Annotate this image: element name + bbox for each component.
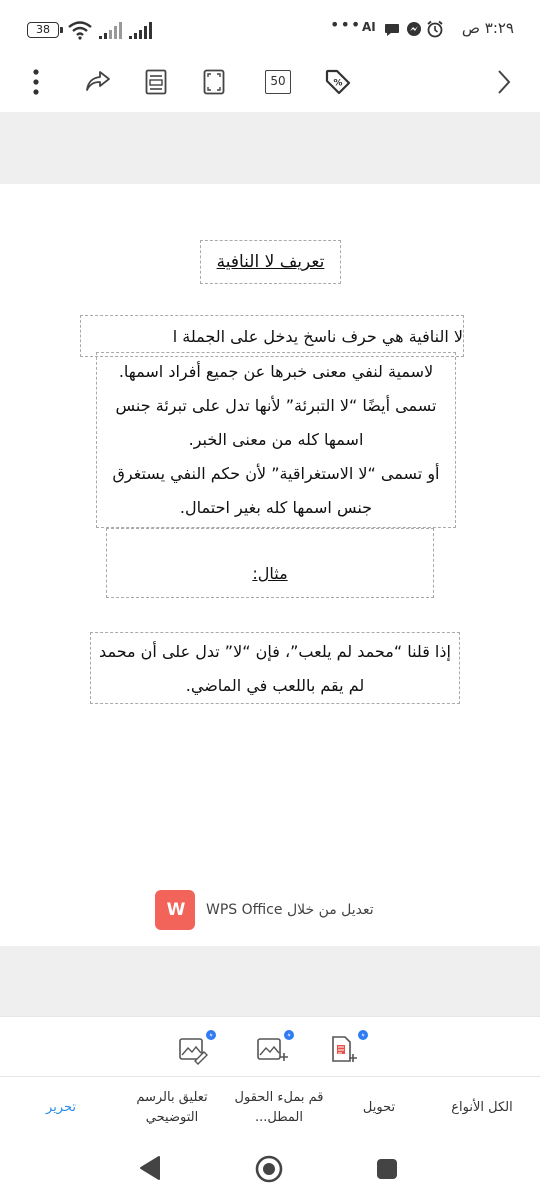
tab-fill-fields[interactable]: قم بملء الحقول المطل... bbox=[234, 1090, 324, 1125]
svg-text:%: % bbox=[333, 78, 343, 89]
ai-image-add-icon bbox=[254, 1027, 294, 1067]
paragraph-1-2[interactable] bbox=[96, 352, 456, 528]
share-icon bbox=[84, 69, 112, 95]
more-vertical-icon bbox=[32, 68, 40, 96]
ai-actions-bar bbox=[0, 1016, 540, 1076]
paragraph-1-first-line[interactable]: لا النافية هي حرف ناسخ يدخل على الجملة ا bbox=[80, 315, 464, 357]
share-button[interactable] bbox=[78, 62, 118, 102]
example-label-box[interactable] bbox=[106, 528, 434, 598]
wifi-icon bbox=[67, 20, 93, 40]
paragraph-2: تسمى أيضًا “لا التبرئة” لأنها تدل على تبرئة جنس اسمها كله من معنى الخبر. bbox=[115, 396, 437, 449]
nav-back-button[interactable] bbox=[138, 1154, 162, 1182]
bottom-tabs bbox=[0, 1076, 540, 1138]
signal-icon-2 bbox=[129, 21, 155, 39]
chat-bubble-icon bbox=[384, 21, 400, 37]
battery-icon bbox=[27, 22, 59, 38]
tab-edit[interactable]: تحرير bbox=[46, 1100, 76, 1115]
notification-icons bbox=[326, 15, 446, 41]
more-notifications-icon: ••• bbox=[330, 15, 362, 34]
back-chevron-icon bbox=[496, 69, 512, 95]
wps-watermark-text[interactable]: تعديل من خلال WPS Office bbox=[206, 902, 374, 918]
ai-image-edit-button[interactable] bbox=[176, 1033, 208, 1065]
document-bottom-margin bbox=[0, 946, 540, 1016]
paragraph-3: أو تسمى “لا الاستغراقية” لأن حكم النفي يستغرق جنس اسمها كله بغير احتمال. bbox=[112, 464, 440, 517]
zoom-level: 50 bbox=[265, 70, 291, 94]
messenger-icon bbox=[406, 21, 422, 37]
example-paragraph[interactable]: إذا قلنا “محمد لم يلعب”، فإن “لا” تدل على أن محمد لم يقم باللعب في الماضي. bbox=[90, 632, 460, 704]
status-bar bbox=[0, 0, 540, 60]
fullscreen-icon bbox=[203, 69, 225, 95]
nav-home-button[interactable] bbox=[254, 1154, 284, 1184]
signal-icon-1 bbox=[99, 21, 125, 39]
paragraph-1-rest: لاسمية لنفي معنى خبرها عن جميع أفراد اسمها. bbox=[118, 362, 434, 381]
example-label: مثال: bbox=[252, 564, 288, 583]
ai-icon: AI bbox=[362, 20, 376, 34]
nav-recents-button[interactable] bbox=[376, 1158, 398, 1180]
ai-image-add-button[interactable] bbox=[254, 1033, 286, 1065]
ai-document-icon bbox=[328, 1027, 368, 1067]
document-title-text: تعريف لا النافية bbox=[216, 252, 325, 272]
document-toolbar bbox=[0, 60, 540, 112]
ai-image-edit-icon bbox=[176, 1027, 216, 1067]
document-title[interactable] bbox=[200, 240, 341, 284]
tab-convert[interactable]: تحويل bbox=[362, 1100, 396, 1115]
wps-logo-letter: W bbox=[166, 900, 184, 920]
wps-logo bbox=[155, 890, 195, 930]
zoom-level-button[interactable] bbox=[258, 62, 298, 102]
more-options-button[interactable] bbox=[16, 62, 56, 102]
ai-document-button[interactable] bbox=[328, 1033, 360, 1065]
reader-mode-button[interactable] bbox=[136, 62, 176, 102]
tab-annotate[interactable]: تعليق بالرسم التوضيحي bbox=[136, 1090, 208, 1125]
discount-tag-icon bbox=[324, 68, 352, 96]
document-top-margin bbox=[0, 112, 540, 184]
reader-mode-icon bbox=[145, 69, 167, 95]
back-button[interactable] bbox=[484, 62, 524, 102]
tab-all-types[interactable]: الكل الأنواع bbox=[451, 1100, 513, 1115]
status-time: ٣:٢٩ ص bbox=[461, 19, 514, 37]
discount-tag-button[interactable] bbox=[318, 62, 358, 102]
alarm-icon bbox=[426, 20, 444, 38]
system-nav-bar bbox=[0, 1138, 540, 1200]
fullscreen-button[interactable] bbox=[194, 62, 234, 102]
battery-level: 38 bbox=[36, 23, 50, 36]
